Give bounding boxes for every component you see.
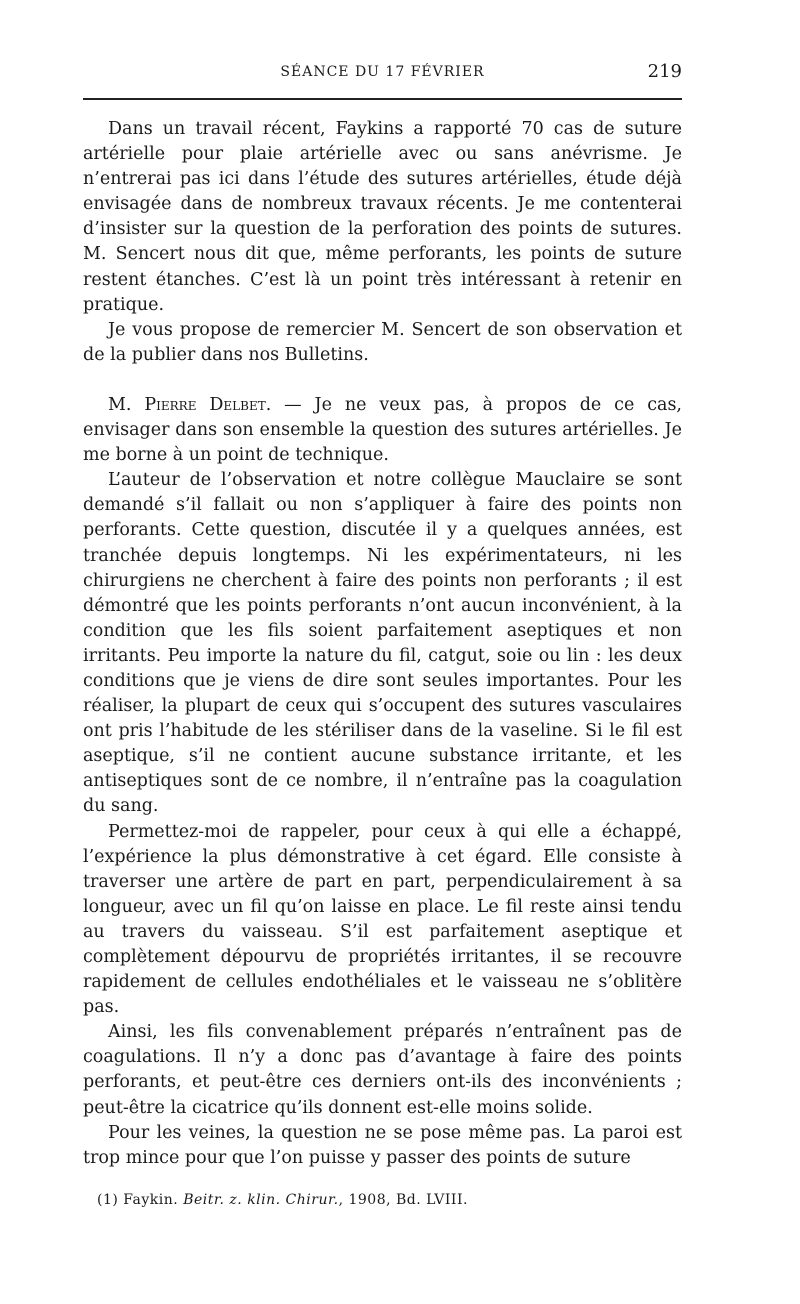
paragraph: Je vous propose de remercier M. Sencert de son observation et de la publier dans nos Bulletins.	[83, 319, 682, 365]
paragraph: Pour les veines, la question ne se pose même pas. La paroi est trop mince pour que l’on puisse y passer des points de suture	[83, 1122, 682, 1168]
paragraph-text: — Je ne veux pas, à propos de ce cas, envisager dans son ensemble la question des sutures artérielles. Je me borne à un point de technique.	[83, 394, 682, 466]
paragraph-gap	[83, 368, 682, 393]
speaker-name: M. Pierre Delbet.	[108, 394, 272, 415]
paragraph	[83, 393, 682, 468]
footnote	[97, 1192, 468, 1208]
footnote-details: , 1908, Bd. LVIII.	[338, 1192, 468, 1208]
page-number: 219	[647, 61, 682, 82]
paragraph: Dans un travail récent, Faykins a rapporté 70 cas de suture artérielle pour plaie artérielle avec ou sans anévrisme. Je n’entrerai pas ici dans l’étude des sutures artérielles, étude déjà envisagée dans de nombreux travaux récents. Je me contenterai d’insister sur la question de la perforation des points de sutures. M. Sencert nous dit que, même perforants, les points de suture restent étanches. C’est là un point très intéressant à retenir en pratique.	[83, 119, 682, 315]
running-title: SÉANCE DU 17 FÉVRIER	[280, 64, 485, 80]
paragraph: L’auteur de l’observation et notre collègue Mauclaire se sont demandé s’il fallait ou non s’appliquer à faire des points non perforants. Cette question, discutée il y a quelques années, est tranchée depuis longtemps. Ni les expérimentateurs, ni les chirurgiens ne cherchent à faire des points non perforants ; il est démontré que les points perforants n’ont aucun inconvénient, à la condition que les fils soient parfaitement aseptiques et non irritants. Peu importe la nature du fil, catgut, soie ou lin : les deux conditions que je viens de dire sont seules importantes. Pour les réaliser, la plupart de ceux qui s’occupent des sutures vasculaires ont pris l’habitude de les stériliser dans de la vaseline. Si le fil est aseptique, s’il ne contient aucune substance irritante, et les antiseptiques sont de ce nombre, il n’entraîne pas la coagulation du sang.	[83, 470, 682, 817]
paragraph: Ainsi, les fils convenablement préparés n’entraînent pas de coagulations. Il n’y a donc pas d’avantage à faire des points perforants, et peut-être ces derniers ont-ils des inconvénients ; peut-être la cicatrice qu’ils donnent est-elle moins solide.	[83, 1022, 682, 1118]
footnote-marker: (1) Faykin.	[97, 1192, 184, 1208]
paragraph: Permettez-moi de rappeler, pour ceux à qui elle a échappé, l’expérience la plus démonstrative à cet égard. Elle consiste à traverser une artère de part en part, perpendiculairement à sa longueur, avec un fil qu’on laisse en place. Le fil reste ainsi tendu au travers du vaisseau. S’il est parfaitement aseptique et complètement dépourvu de propriétés irritantes, il se recouvre rapidement de cellules endothéliales et le vaisseau ne s’oblitère pas.	[83, 821, 682, 1018]
header-rule	[83, 98, 682, 100]
body-text	[83, 117, 682, 1171]
footnote-journal: Beitr. z. klin. Chirur.	[183, 1192, 339, 1208]
running-head	[83, 60, 682, 84]
